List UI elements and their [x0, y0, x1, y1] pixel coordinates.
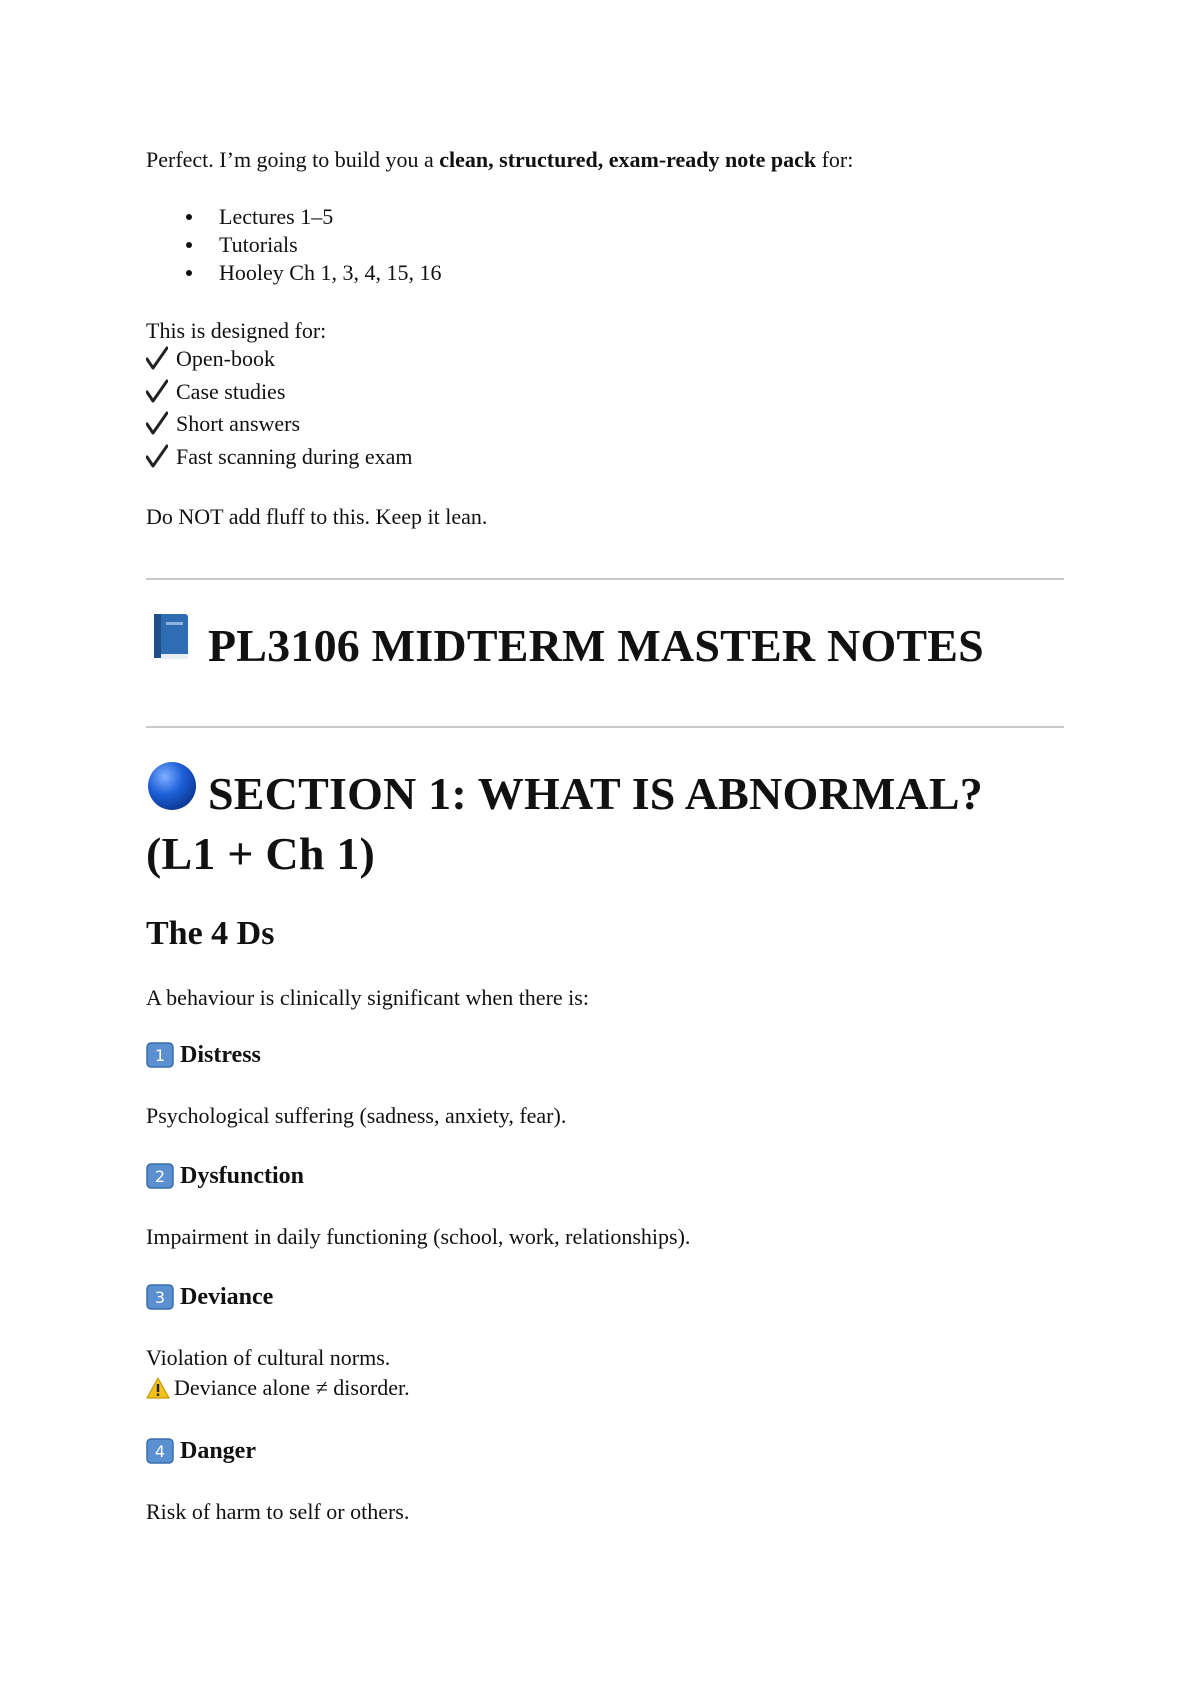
blue-book-icon — [150, 612, 192, 662]
warning-icon — [146, 1377, 170, 1399]
svg-text:2: 2 — [154, 1167, 166, 1186]
note-line: Do NOT add fluff to this. Keep it lean. — [146, 504, 488, 529]
d-heading — [146, 1436, 256, 1466]
page-title: PL3106 MIDTERM MASTER NOTES — [208, 620, 984, 671]
section-heading: SECTION 1: WHAT IS ABNORMAL? — [208, 768, 983, 819]
scope-list — [146, 204, 441, 288]
lead-text: A behaviour is clinically significant when there is: — [146, 985, 589, 1010]
designed-for-label: This is designed for: — [146, 318, 327, 343]
list-item: Case studies — [146, 379, 412, 412]
list-item: Tutorials — [146, 232, 441, 260]
d-title: Deviance — [180, 1284, 274, 1310]
list-item: Short answers — [146, 411, 412, 444]
d-title: Danger — [180, 1438, 256, 1464]
check-mark-icon — [146, 346, 168, 372]
intro-line: Perfect. I’m going to build you a clean, structured, exam-ready note pack for: — [146, 147, 854, 172]
divider — [146, 578, 1064, 580]
divider — [146, 726, 1064, 728]
section-heading-sub: (L1 + Ch 1) — [146, 828, 376, 879]
keycap-number-icon — [146, 1284, 174, 1310]
keycap-number-icon — [146, 1438, 174, 1464]
d-title: Distress — [180, 1042, 261, 1068]
list-item: Fast scanning during exam — [146, 444, 412, 477]
svg-text:4: 4 — [154, 1442, 166, 1461]
list-item: Open-book — [146, 346, 412, 379]
list-item: Lectures 1–5 — [146, 204, 441, 232]
check-list — [146, 346, 412, 476]
d-title: Dysfunction — [180, 1163, 305, 1189]
intro-bold: clean, structured, exam-ready note pack — [439, 147, 817, 172]
d-heading — [146, 1282, 273, 1312]
check-mark-icon — [146, 379, 168, 405]
svg-text:1: 1 — [154, 1046, 166, 1065]
keycap-number-icon — [146, 1042, 174, 1068]
d-heading — [146, 1161, 304, 1191]
d-description: Violation of cultural norms. — [146, 1345, 391, 1370]
d-description: Impairment in daily functioning (school, work, relationships). — [146, 1224, 691, 1249]
d-heading — [146, 1040, 261, 1070]
svg-text:3: 3 — [154, 1288, 166, 1307]
check-mark-icon — [146, 444, 168, 470]
d-description: Psychological suffering (sadness, anxiety, fear). — [146, 1103, 567, 1128]
list-item: Hooley Ch 1, 3, 4, 15, 16 — [146, 260, 441, 288]
d-description: Risk of harm to self or others. — [146, 1499, 410, 1524]
warning-note: Deviance alone ≠ disorder. — [146, 1375, 410, 1401]
check-mark-icon — [146, 411, 168, 437]
subheading: The 4 Ds — [146, 915, 275, 952]
keycap-number-icon — [146, 1163, 174, 1189]
blue-circle-icon — [146, 760, 198, 812]
